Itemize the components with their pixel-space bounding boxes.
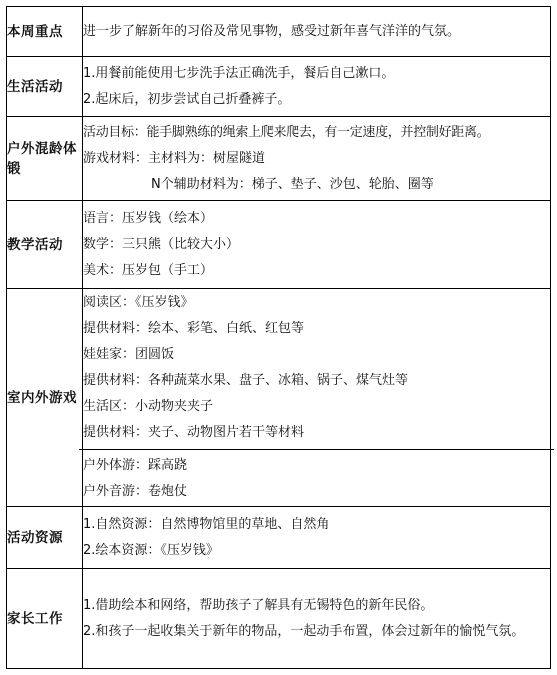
row-label-daily-life: 生活活动 bbox=[7, 57, 83, 117]
content-line: 语言：压岁钱（绘本） bbox=[83, 210, 214, 226]
content-line: 户外体游：踩高跷 bbox=[83, 458, 188, 473]
content-line: N个辅助材料为：梯子、垫子、沙包、轮胎、圈等 bbox=[151, 176, 434, 192]
row-content-outdoor-exercise bbox=[83, 117, 551, 201]
table-row bbox=[7, 7, 551, 57]
content-line: 2.绘本资源：《压岁钱》 bbox=[83, 542, 219, 558]
content-line: 户外音游：卷炮仗 bbox=[83, 484, 188, 499]
table-row bbox=[7, 117, 551, 201]
row-label-teaching: 教学活动 bbox=[7, 201, 83, 289]
row-label-outdoor-exercise: 户外混龄体锻 bbox=[7, 117, 83, 201]
row-label-resources: 活动资源 bbox=[7, 507, 83, 569]
content-line: 活动目标：能手脚熟练的绳索上爬来爬去，有一定速度，并控制好距离。 bbox=[83, 124, 490, 140]
row-content-daily-life bbox=[83, 57, 551, 117]
content-line: 2.和孩子一起收集关于新年的物品，一起动手布置，体会过新年的愉悦气氛。 bbox=[83, 623, 525, 639]
row-label-games: 室内外游戏 bbox=[7, 289, 83, 507]
content-line: 生活区：小动物夹夹子 bbox=[83, 399, 214, 414]
content-line: 游戏材料：主材料为：树屋隧道 bbox=[83, 150, 266, 166]
outdoor-games-section bbox=[79, 449, 554, 505]
content-line: 提供材料：各种蔬菜水果、盘子、冰箱、锅子、煤气灶等 bbox=[83, 373, 409, 388]
content-line: 娃娃家：团圆饭 bbox=[83, 347, 175, 362]
table-row bbox=[7, 289, 551, 507]
table-row bbox=[7, 569, 551, 669]
content-line: 提供材料：夹子、动物图片若干等材料 bbox=[83, 425, 305, 440]
content-line: 进一步了解新年的习俗及常见事物，感受过新年喜气洋洋的气氛。 bbox=[83, 23, 461, 39]
content-line: 提供材料：绘本、彩笔、白纸、红包等 bbox=[83, 321, 305, 336]
content-line: 数学：三只熊（比较大小） bbox=[83, 236, 240, 252]
content-line: 阅读区：《压岁钱》 bbox=[83, 295, 194, 310]
weekly-plan-table bbox=[6, 6, 551, 669]
row-content-parents bbox=[83, 569, 551, 669]
row-content-focus bbox=[83, 7, 551, 57]
table-row bbox=[7, 507, 551, 569]
table-row bbox=[7, 57, 551, 117]
content-line: 1.借助绘本和网络，帮助孩子了解具有无锡特色的新年民俗。 bbox=[83, 597, 434, 613]
row-content-teaching bbox=[83, 201, 551, 289]
row-label-focus: 本周重点 bbox=[7, 7, 83, 57]
row-content-resources bbox=[83, 507, 551, 569]
row-content-games bbox=[83, 289, 551, 507]
table-row bbox=[7, 201, 551, 289]
content-line: 1.自然资源：自然博物馆里的草地、自然角 bbox=[83, 516, 330, 532]
content-line: 1.用餐前能使用七步洗手法正确洗手，餐后自己漱口。 bbox=[83, 65, 395, 81]
row-label-parents: 家长工作 bbox=[7, 569, 83, 669]
content-line: 美术：压岁包（手工） bbox=[83, 262, 214, 278]
content-line: 2.起床后，初步尝试自己折叠裤子。 bbox=[83, 91, 291, 107]
